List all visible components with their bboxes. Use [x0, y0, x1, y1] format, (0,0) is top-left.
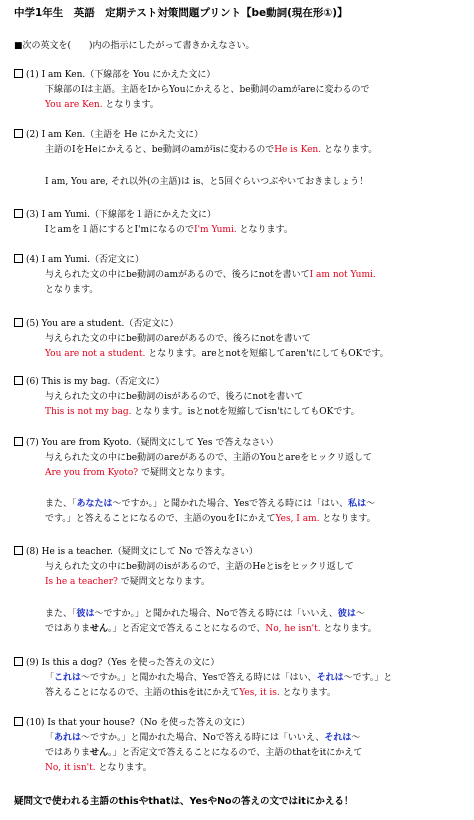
- question-1-text: (1) I am Ken.（下線部を You にかえた文に）: [26, 70, 216, 80]
- text: ～ですか。」と聞かれた場合、Noで答える時には「いいえ、: [94, 609, 338, 619]
- page-title: 中学1年生 英語 定期テスト対策問題プリント【be動詞(現在形①)】: [14, 7, 348, 19]
- question-2-text: (2) I am Ken.（主語を He にかえた文に）: [26, 130, 204, 140]
- explanation: 下線部のIは主語。主語をIからYouにかえると、be動詞のamがareに変わるので: [45, 85, 370, 95]
- explanation: 与えられた文の中にbe動詞のisがあるので、主語のHeとisをヒックリ返して: [45, 562, 354, 572]
- yes-answer-explanation: [45, 672, 392, 684]
- answer-line: [45, 269, 376, 281]
- answer-line: [45, 224, 293, 236]
- answer-tail: で疑問文となります。: [117, 577, 210, 587]
- no-answer-explanation: [45, 608, 365, 620]
- no-answer-explanation: [45, 732, 360, 744]
- highlight: 私は: [348, 499, 367, 509]
- question-8-text: (8) He is a teacher.（疑問文にして No で答えなさい）: [26, 547, 258, 557]
- question-5-text: (5) You are a student.（否定文に）: [26, 319, 179, 329]
- answer: Yes, I am.: [275, 514, 320, 524]
- text: ～: [366, 499, 376, 509]
- answer-tail: となります。: [236, 225, 293, 235]
- text: ～です。」と: [343, 673, 393, 683]
- text: また、「: [45, 499, 77, 509]
- text: となります。: [320, 624, 377, 634]
- explanation: 与えられた文の中にbe動詞のisがあるので、後ろにnotを書いて: [45, 392, 304, 402]
- checkbox[interactable]: [14, 69, 23, 78]
- question-9: [14, 657, 219, 669]
- question-7-text: (7) You are from Kyoto.（疑問文にして Yes で答えなさい）: [26, 438, 279, 448]
- answer-tail: となります。: [102, 100, 159, 110]
- question-4: [14, 254, 144, 266]
- text: ではありま: [45, 624, 91, 634]
- answer: Yes, it is.: [239, 688, 280, 698]
- answer: You are not a student.: [45, 349, 146, 359]
- highlight: これは: [54, 673, 82, 683]
- answer-line: [45, 406, 360, 418]
- highlight: あなたは: [76, 499, 113, 509]
- highlight: あれは: [54, 733, 82, 743]
- text: です。」と答えることになるので、主語のyouをIにかえて: [45, 514, 276, 524]
- no-answer-line: [45, 747, 362, 759]
- no-answer-line: [45, 623, 377, 635]
- text: となります。: [319, 514, 376, 524]
- explanation: Iとamを１語にするとI'mになるので: [45, 225, 195, 235]
- checkbox[interactable]: [14, 376, 23, 385]
- answer-line: [45, 467, 230, 479]
- checkbox[interactable]: [14, 254, 23, 263]
- answer-tail: となります。isとnotを短縮してisn'tにしてもOKです。: [131, 407, 360, 417]
- text: 。」と否定文で答えることになるので、: [108, 624, 266, 634]
- answer-line: [45, 99, 159, 111]
- footer-summary: 疑問文で使われる主語のthisやthatは、YesやNoの答えの文ではitにかえる！: [14, 796, 354, 807]
- text: ～: [351, 733, 361, 743]
- answer: No, it isn't.: [45, 763, 96, 773]
- answer: This is not my bag.: [45, 407, 132, 417]
- highlight: 彼は: [337, 609, 356, 619]
- text: となります。: [279, 688, 336, 698]
- highlight: せん: [90, 624, 109, 634]
- question-3-text: (3) I am Yumi.（下線部を１語にかえた文に）: [26, 210, 217, 220]
- text: また、「: [45, 609, 77, 619]
- yes-answer-explanation: [45, 498, 375, 510]
- checkbox[interactable]: [14, 318, 23, 327]
- answer: He is Ken.: [274, 145, 322, 155]
- checkbox[interactable]: [14, 717, 23, 726]
- answer: You are Ken.: [45, 100, 103, 110]
- answer: I am not Yumi.: [309, 270, 376, 280]
- answer: I'm Yumi.: [194, 225, 237, 235]
- answer-tail: で疑問文となります。: [138, 468, 231, 478]
- answer-line: [45, 762, 152, 774]
- question-3: [14, 209, 216, 221]
- highlight: それは: [316, 673, 344, 683]
- text: 「: [45, 673, 55, 683]
- explanation: 与えられた文の中にbe動詞のamがあるので、後ろにnotを書いて: [45, 270, 310, 280]
- answer: No, he isn't.: [265, 624, 321, 634]
- question-9-text: (9) Is this a dog?（Yes を使った答えの文に）: [26, 658, 220, 668]
- checkbox[interactable]: [14, 437, 23, 446]
- answer-tail: となります。areとnotを短縮してaren'tにしてもOKです。: [145, 349, 389, 359]
- instruction: ■次の英文を( )内の指示にしたがって書きかえなさい。: [14, 41, 255, 51]
- checkbox[interactable]: [14, 546, 23, 555]
- question-10: [14, 717, 250, 729]
- answer-line: [45, 687, 336, 699]
- explanation: 与えられた文の中にbe動詞のareがあるので、主語のYouとareをヒックリ返して: [45, 453, 373, 463]
- answer-tail: となります。: [45, 285, 99, 295]
- note: I am, You are, それ以外(の主語)は is、と5回ぐらいつぶやいておきましょう！: [45, 177, 369, 187]
- question-2: [14, 129, 203, 141]
- question-5: [14, 318, 178, 330]
- answer-line: [45, 348, 389, 360]
- yes-answer-line: [45, 513, 376, 525]
- question-7: [14, 437, 278, 449]
- highlight: 彼は: [76, 609, 95, 619]
- checkbox[interactable]: [14, 209, 23, 218]
- highlight: それは: [324, 733, 352, 743]
- explanation: 与えられた文の中にbe動詞のareがあるので、後ろにnotを書いて: [45, 334, 311, 344]
- question-10-text: (10) Is that your house?（No を使った答えの文に）: [26, 718, 251, 728]
- text: 「: [45, 733, 55, 743]
- question-6-text: (6) This is my bag.（否定文に）: [26, 377, 165, 387]
- explanation: 主語のIをHeにかえると、be動詞のamがisに変わるので: [45, 145, 275, 155]
- answer: Are you from Kyoto?: [45, 468, 139, 478]
- text: ～: [355, 609, 365, 619]
- question-6: [14, 376, 164, 388]
- text: 。」と否定文で答えることになるので、主語のthatをitにかえて: [108, 748, 363, 758]
- text: ～ですか。」と聞かれた場合、Yesで答える時には「はい、: [112, 499, 349, 509]
- text: 答えることになるので、主語のthisをitにかえて: [45, 688, 240, 698]
- text: ～ですか。」と聞かれた場合、Noで答える時には「いいえ、: [81, 733, 325, 743]
- question-8: [14, 546, 258, 558]
- question-1: [14, 69, 215, 81]
- answer-line: [45, 576, 210, 588]
- answer-line: [45, 144, 377, 156]
- question-4-text: (4) I am Yumi.（否定文に）: [26, 255, 145, 265]
- checkbox[interactable]: [14, 129, 23, 138]
- text: ではありま: [45, 748, 91, 758]
- checkbox[interactable]: [14, 657, 23, 666]
- highlight: せん: [90, 748, 109, 758]
- answer: Is he a teacher?: [45, 577, 118, 587]
- text: となります。: [95, 763, 152, 773]
- answer-tail: となります。: [321, 145, 378, 155]
- text: ～ですか。」と聞かれた場合、Yesで答える時には「はい、: [81, 673, 317, 683]
